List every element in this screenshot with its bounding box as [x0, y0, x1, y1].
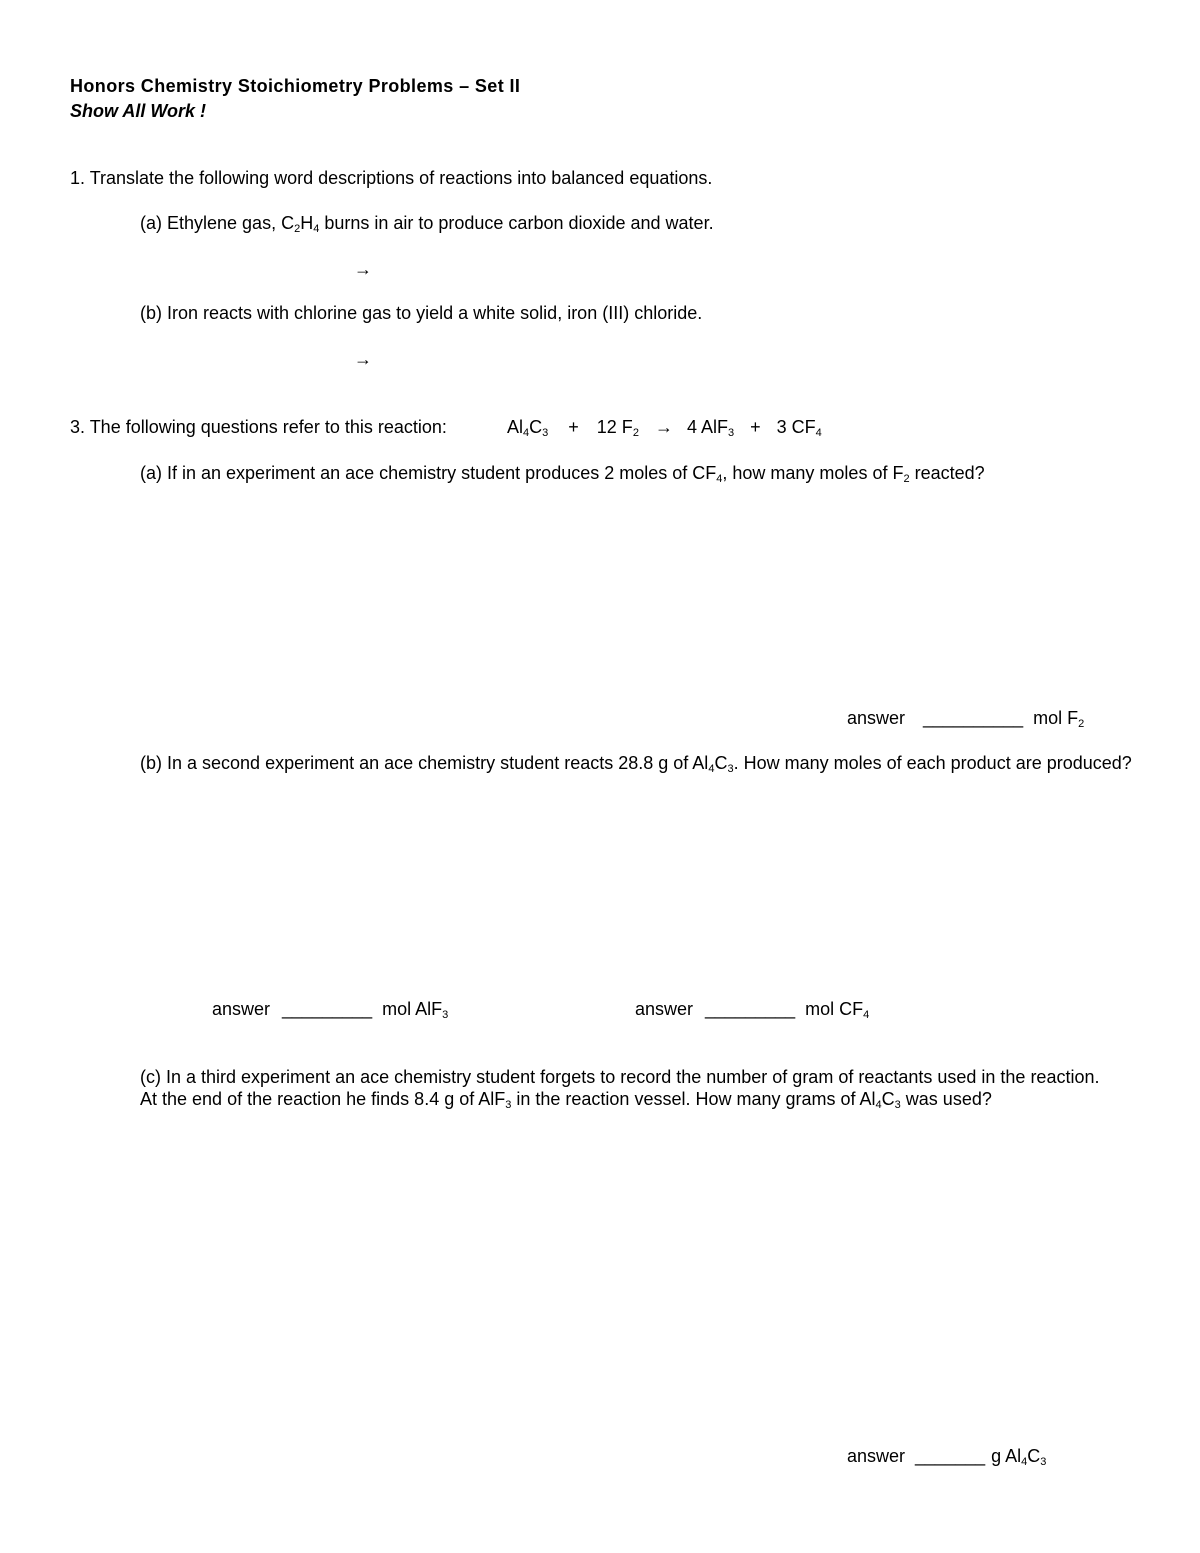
answer-label: answer [212, 999, 271, 1019]
question-3c-text: (c) In a third experiment an ace chemistry student forgets to record the number of gram of reactants used in the reaction. At the end of the reaction he finds 8.4 g of AlF$_3$ in the reaction vessel. How many grams of $Al_4C_3$ was used? [140, 1067, 1100, 1111]
question-1a-text: (a) Ethylene gas, $C_2H_4$ burns in air to produce carbon dioxide and water. [140, 213, 714, 235]
answer-3b-alf3: answer _________ mol AlF$_3$ [212, 999, 449, 1021]
page-title: Honors Chemistry Stoichiometry Problems – Set II [70, 76, 521, 96]
answer-label: answer [635, 999, 694, 1019]
answer-label: answer [847, 708, 906, 728]
answer-3b-cf4: answer _________ mol $CF_4$ [635, 999, 870, 1021]
answer-unit: mol AlF [382, 999, 443, 1019]
answer-blank[interactable]: _________ [705, 999, 796, 1019]
answer-label: answer [847, 1446, 906, 1466]
question-1-prompt: 1. Translate the following word descriptions of reactions into balanced equations. [70, 168, 713, 188]
answer-blank[interactable]: _________ [282, 999, 373, 1019]
question-3b-text: (b) In a second experiment an ace chemistry student reacts 28.8 g of $Al_4C_3$. How many moles of each product are produced? [140, 753, 1132, 775]
answer-blank[interactable]: __________ [923, 708, 1024, 728]
question-1b-arrow: → [354, 349, 372, 369]
page-subtitle: Show All Work ! [70, 101, 207, 121]
question-1b-text: (b) Iron reacts with chlorine gas to yield a white solid, iron (III) chloride. [140, 303, 703, 323]
answer-3c: answer _______ g $Al_4C_3$ [847, 1446, 1047, 1468]
reaction-equation: $Al_4C_3 + 12$ $F_2 \to 4$ AlF$_3$ + 3 $CF_4$ [507, 417, 822, 439]
answer-unit: mol F [1033, 708, 1079, 728]
answer-unit: mol CF [805, 999, 864, 1019]
question-3-intro: 3. The following questions refer to this reaction: [70, 417, 447, 437]
question-3a-text: (a) If in an experiment an ace chemistry student produces 2 moles of $CF_4$, how many moles of $F_2$ reacted? [140, 463, 985, 485]
answer-unit: g Al [991, 1446, 1022, 1466]
answer-blank[interactable]: _______ [915, 1446, 986, 1466]
answer-3a: answer __________ mol $F_2$ [847, 708, 1085, 730]
question-1a-arrow: → [354, 259, 372, 279]
